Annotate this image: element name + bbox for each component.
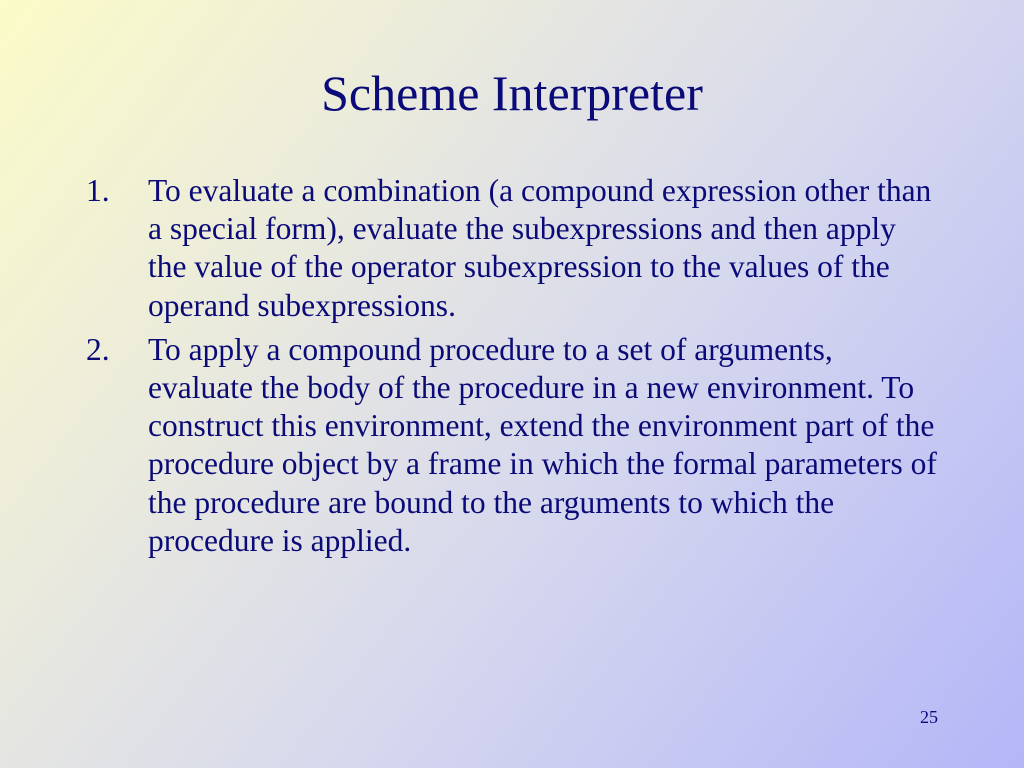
numbered-list xyxy=(86,172,938,566)
list-item-number: 1. xyxy=(86,173,110,208)
list-item-text: To apply a compound procedure to a set of arguments, evaluate the body of the procedure in a new environment. To construct this environment, extend the environment part of the procedure object by a frame in which the formal parameters of the procedure are bound to the arguments to which the procedure is applied. xyxy=(148,331,937,558)
page-number: 25 xyxy=(920,707,938,727)
slide-title: Scheme Interpreter xyxy=(321,65,703,121)
list-item-text: To evaluate a combination (a compound expression other than a special form), evaluate the subexpressions and then apply the value of the operator subexpression to the values of the operand subexpressions. xyxy=(148,173,932,323)
list-item xyxy=(86,331,938,560)
list-item-number: 2. xyxy=(86,331,110,367)
list-item xyxy=(86,172,938,325)
